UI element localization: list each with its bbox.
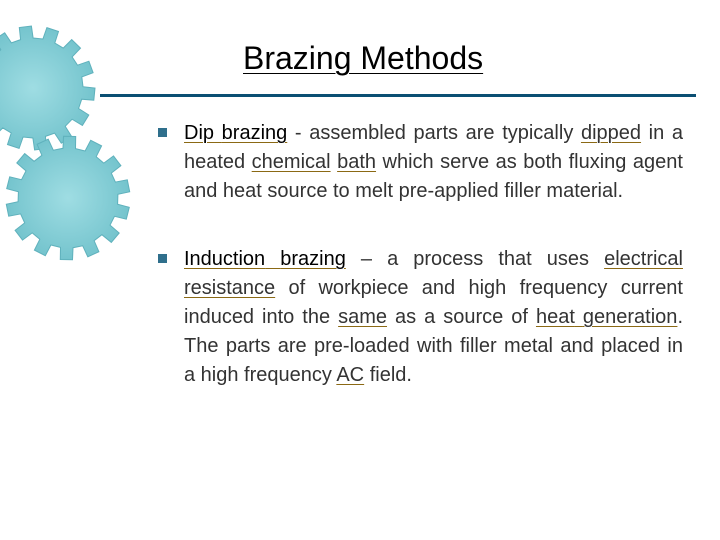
- link-resistance[interactable]: resistance: [184, 277, 276, 299]
- link-space: [575, 306, 583, 328]
- link-same[interactable]: same: [338, 306, 388, 328]
- link-ac[interactable]: AC: [336, 364, 365, 386]
- gear-body: [0, 26, 95, 150]
- list-item-induction-brazing: [156, 245, 683, 390]
- body-text: which serve as both fluxing agent and heat source to melt pre-applied filler material.: [184, 151, 683, 202]
- body-text: – a process that uses: [345, 248, 605, 270]
- square-bullet-icon: [158, 128, 167, 137]
- page-title: Brazing Methods: [243, 40, 484, 76]
- term-brazing: brazing: [280, 248, 346, 270]
- body-text: . The parts are pre-loaded with filler metal and placed in a high frequency: [184, 306, 683, 386]
- term-space: [214, 122, 222, 144]
- body-text: in a heated: [184, 122, 683, 173]
- list-item-dip-brazing: [156, 119, 683, 206]
- link-heat[interactable]: heat: [535, 306, 575, 328]
- link-electrical[interactable]: electrical: [604, 248, 683, 270]
- body-text: as a source of: [387, 306, 536, 328]
- body-text: - assembled parts are typically: [287, 122, 581, 144]
- link-generation[interactable]: generation: [582, 306, 678, 328]
- gear-icon: [6, 136, 129, 260]
- link-chemical[interactable]: chemical: [251, 151, 331, 173]
- link-bath[interactable]: bath: [337, 151, 377, 173]
- term-brazing: brazing: [221, 122, 288, 144]
- square-bullet-icon: [158, 254, 167, 263]
- gear-body: [6, 136, 129, 260]
- term-space: [265, 248, 280, 270]
- bullet-list: [156, 119, 683, 390]
- term-dip: Dip: [184, 122, 215, 144]
- term-induction: Induction: [184, 248, 266, 270]
- gear-icon: [0, 26, 95, 150]
- title-divider: [100, 94, 696, 97]
- body-text: field.: [364, 364, 412, 386]
- link-dipped[interactable]: dipped: [580, 122, 642, 144]
- body-text: of workpiece and high frequency current induced into the: [184, 277, 683, 328]
